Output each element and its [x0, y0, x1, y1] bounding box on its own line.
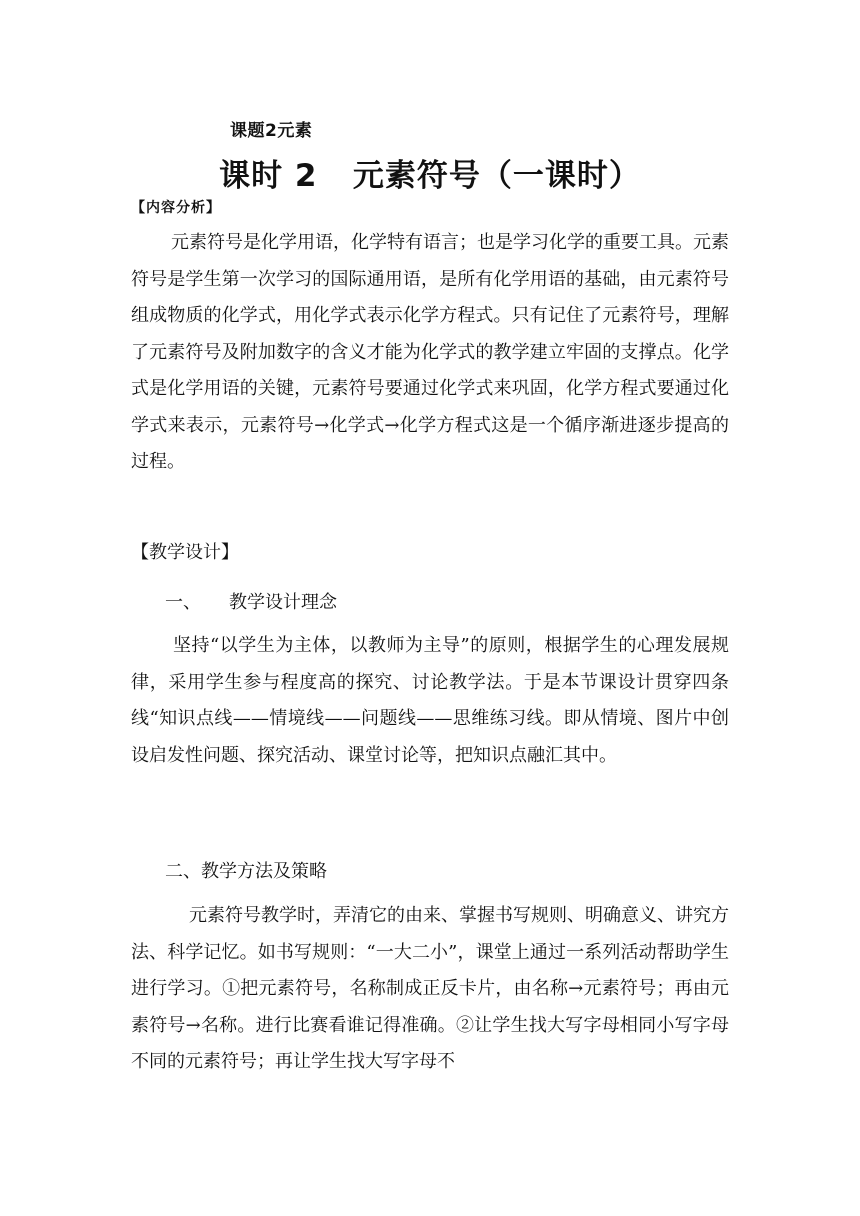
content-analysis-heading: 【内容分析】	[131, 200, 221, 216]
section-1-number: 一、	[165, 592, 201, 613]
section-1-title: 教学设计理念	[229, 592, 337, 613]
section-1-paragraph: 坚持“以学生为主体，以教师为主导”的原则，根据学生的心理发展规律，采用学生参与程度高的探究、讨论教学法。于是本节课设计贯穿四条线“知识点线——情境线——问题线——思维练习线。即从情境、图片中创设启发性问题、探究活动、课堂讨论等，把知识点融汇其中。	[131, 635, 729, 766]
page-title: 课时 2 元素符号（一课时）	[219, 158, 641, 194]
section-1-heading	[165, 588, 337, 614]
topic-label: 课题2元素	[230, 121, 313, 141]
section-2-heading: 二、教学方法及策略	[165, 861, 327, 882]
teaching-design-heading: 【教学设计】	[131, 542, 239, 563]
section-2-paragraph: 元素符号教学时，弄清它的由来、掌握书写规则、明确意义、讲究方法、科学记忆。如书写规则：“一大二小”，课堂上通过一系列活动帮助学生进行学习。①把元素符号，名称制成正反卡片，由名称→元素符号；再由元素符号→名称。进行比赛看谁记得准确。②让学生找大写字母相同小写字母不同的元素符号；再让学生找大写字母不	[131, 905, 729, 1072]
content-analysis-paragraph: 元素符号是化学用语，化学特有语言；也是学习化学的重要工具。元素符号是学生第一次学习的国际通用语，是所有化学用语的基础，由元素符号组成物质的化学式，用化学式表示化学方程式。只有记住了元素符号，理解了元素符号及附加数字的含义才能为化学式的教学建立牢固的支撑点。化学式是化学用语的关键，元素符号要通过化学式来巩固，化学方程式要通过化学式来表示，元素符号→化学式→化学方程式这是一个循序渐进逐步提高的过程。	[131, 232, 729, 472]
